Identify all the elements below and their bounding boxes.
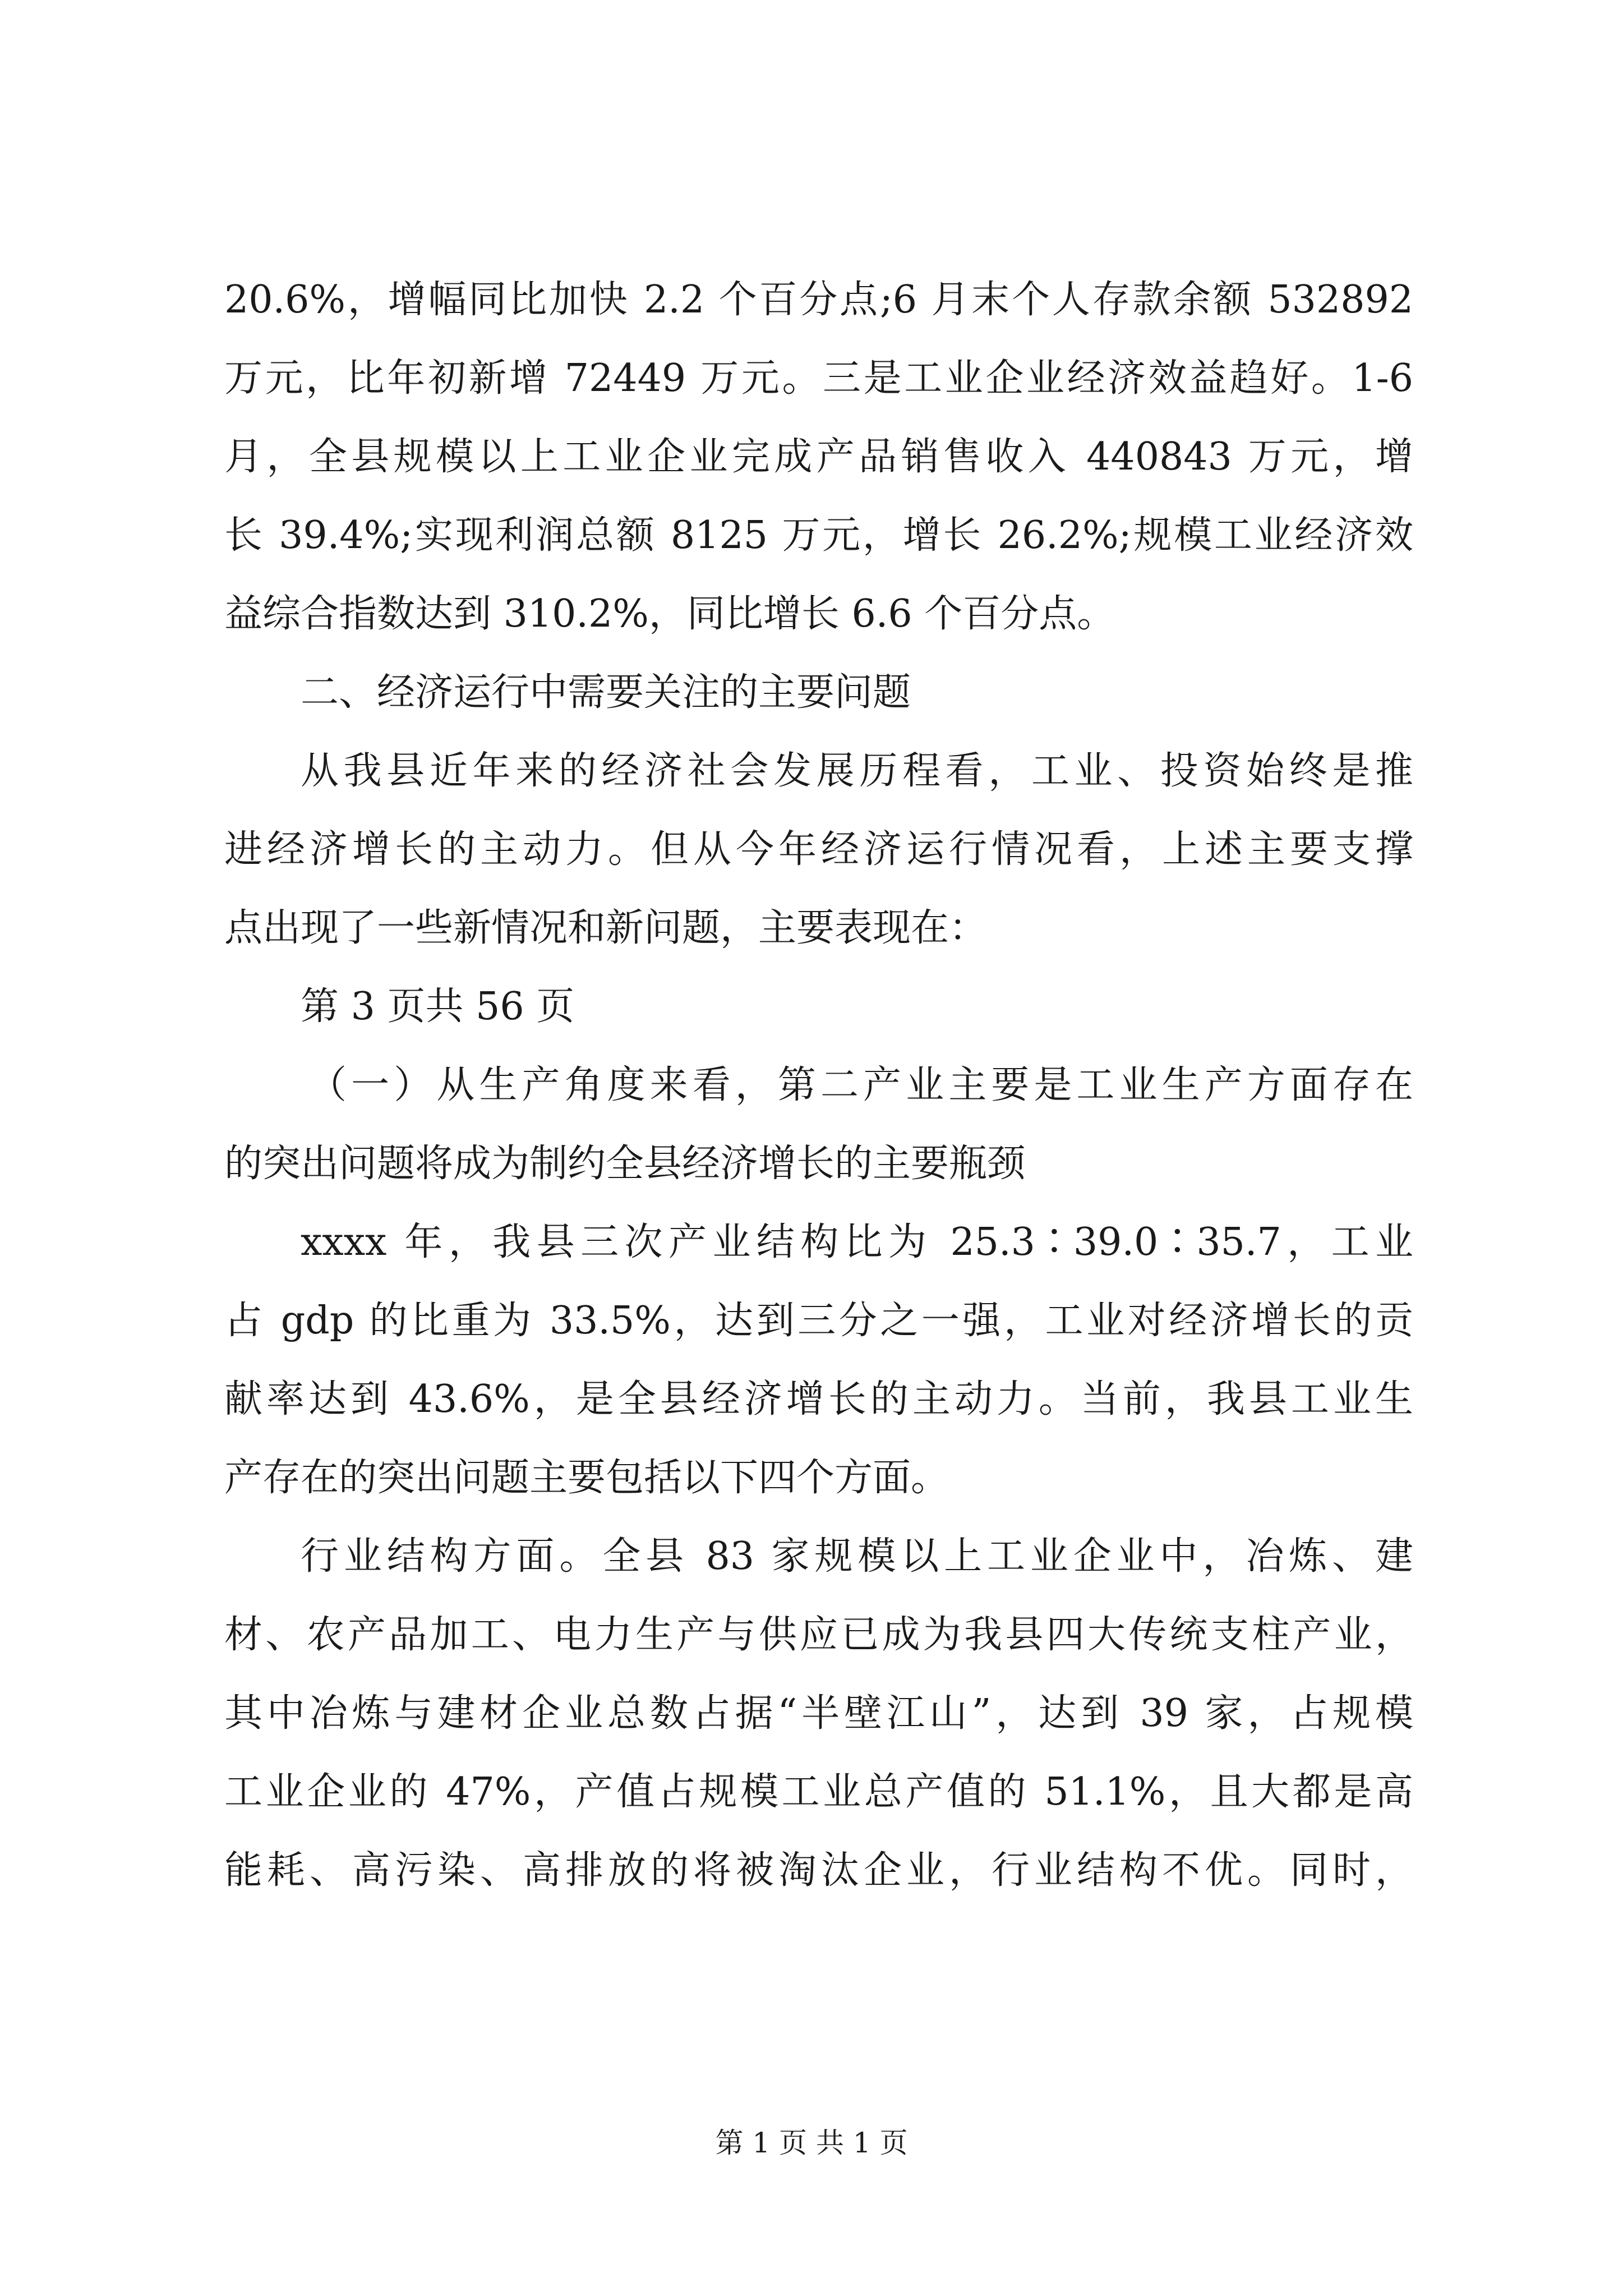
text-line: 献率达到 43.6%，是全县经济增长的主动力。当前，我县工业生 [224,1377,1413,1421]
text-line: 能耗、高污染、高排放的将被淘汰企业，行业结构不优。同时， [224,1848,1413,1893]
text-line: 行业结构方面。全县 83 家规模以上工业企业中，冶炼、建 [301,1534,1413,1579]
text-line: 月，全县规模以上工业企业完成产品销售收入 440843 万元，增 [224,435,1413,479]
text-line: 万元，比年初新增 72449 万元。三是工业企业经济效益趋好。1-6 [224,356,1413,401]
text-line: 点出现了一些新情况和新问题，主要表现在： [224,906,988,950]
text-line: 从我县近年来的经济社会发展历程看，工业、投资始终是推 [301,749,1413,793]
page-footer: 第 1 页 共 1 页 [715,2127,908,2159]
text-line: 第 3 页共 56 页 [301,984,575,1029]
text-line: （一）从生产角度来看，第二产业主要是工业生产方面存在 [308,1063,1413,1107]
text-line: 材、农产品加工、电力生产与供应已成为我县四大传统支柱产业， [224,1613,1413,1657]
text-line: 20.6%，增幅同比加快 2.2 个百分点;6 月末个人存款余额 532892 [224,278,1413,322]
text-line: xxxx 年，我县三次产业结构比为 25.3∶39.0∶35.7，工业 [301,1220,1413,1264]
text-line: 产存在的突出问题主要包括以下四个方面。 [224,1456,949,1500]
text-line: 工业企业的 47%，产值占规模工业总产值的 51.1%，且大都是高 [224,1770,1413,1814]
text-line: 进经济增长的主动力。但从今年经济运行情况看，上述主要支撑 [224,827,1413,872]
text-line: 的突出问题将成为制约全县经济增长的主要瓶颈 [224,1142,1026,1186]
text-line: 占 gdp 的比重为 33.5%，达到三分之一强，工业对经济增长的贡 [224,1299,1413,1343]
text-line: 其中冶炼与建材企业总数占据“半壁江山”，达到 39 家，占规模 [224,1691,1413,1736]
document-body [224,261,1413,1910]
text-line: 长 39.4%;实现利润总额 8125 万元，增长 26.2%;规模工业经济效 [224,513,1413,558]
text-line: 二、经济运行中需要关注的主要问题 [301,670,911,715]
text-line: 益综合指数达到 310.2%，同比增长 6.6 个百分点。 [224,592,1115,636]
